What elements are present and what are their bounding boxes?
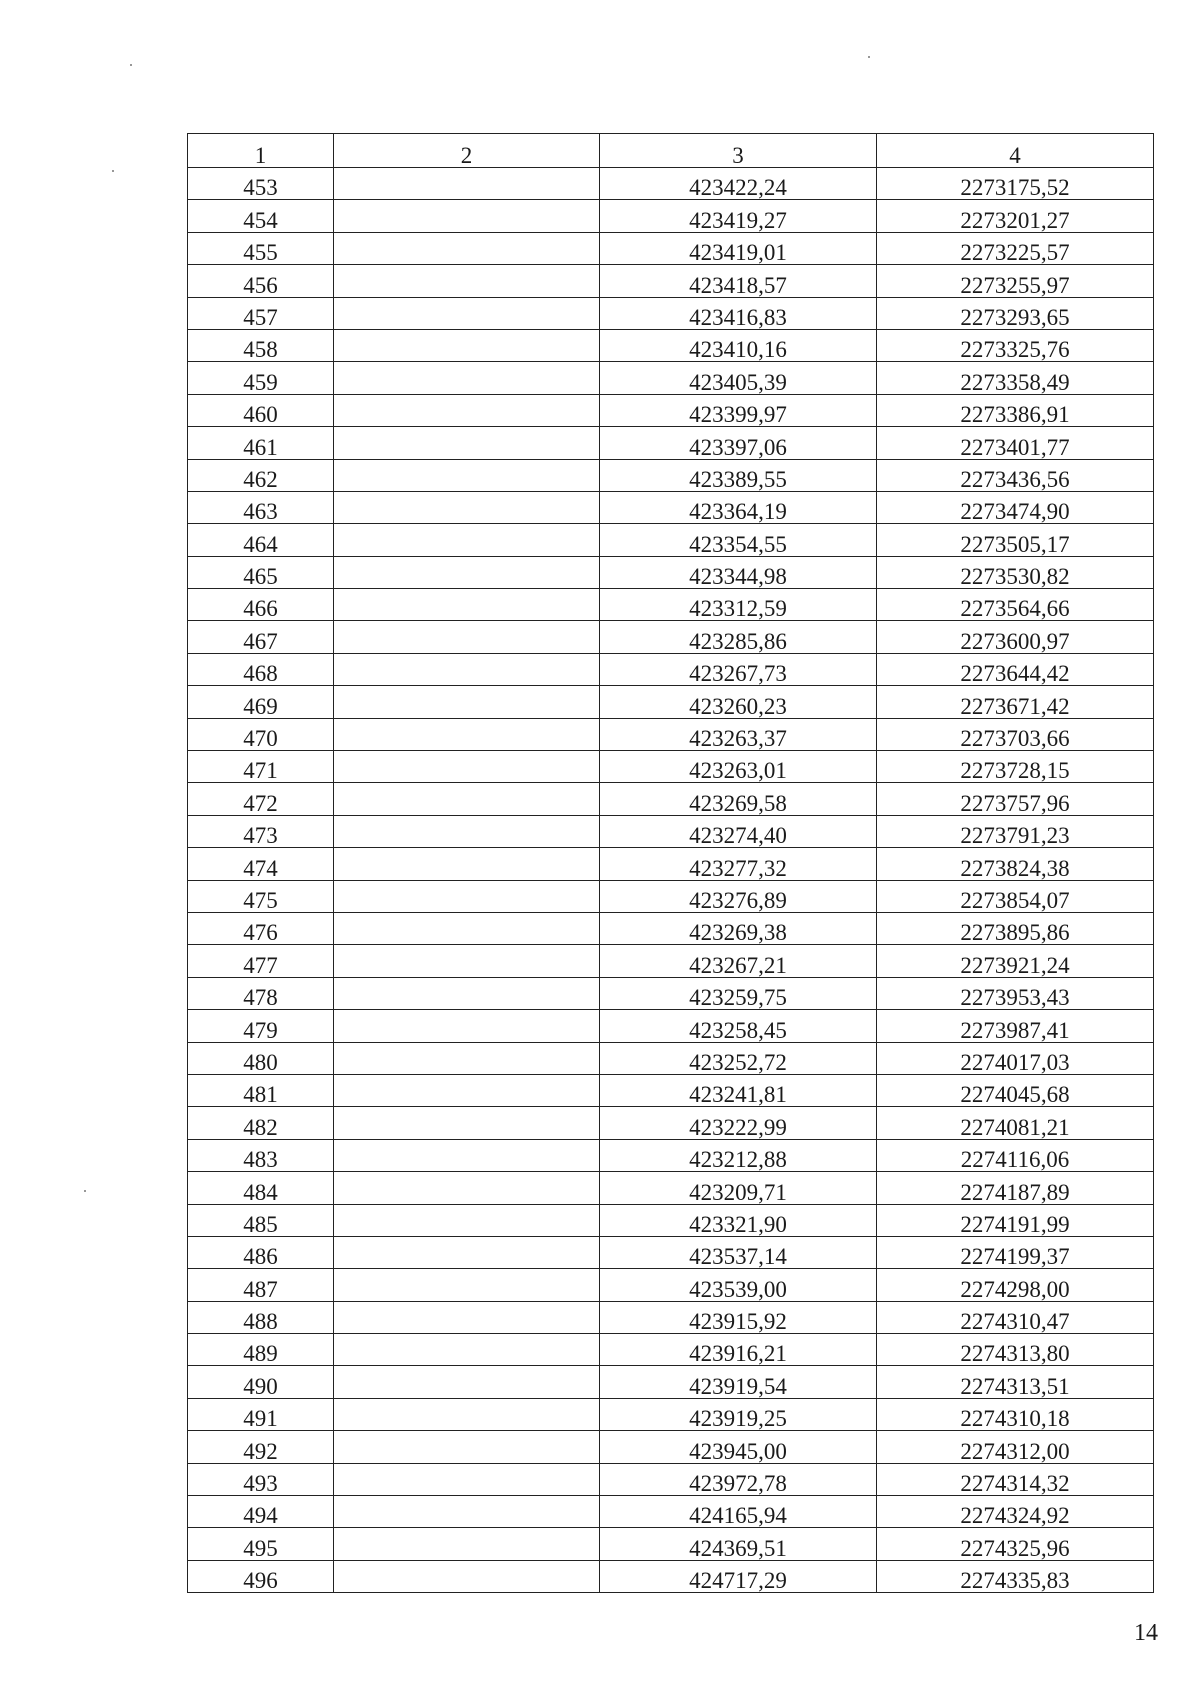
description-cell bbox=[334, 297, 600, 329]
column-header-4: 4 bbox=[877, 134, 1154, 168]
x-coordinate-cell: 423919,25 bbox=[600, 1398, 877, 1430]
x-coordinate-cell: 423321,90 bbox=[600, 1204, 877, 1236]
point-number-cell: 470 bbox=[188, 718, 334, 750]
description-cell bbox=[334, 1204, 600, 1236]
y-coordinate-cell: 2273671,42 bbox=[877, 686, 1154, 718]
x-coordinate-cell: 423344,98 bbox=[600, 556, 877, 588]
point-number-cell: 495 bbox=[188, 1528, 334, 1560]
description-cell bbox=[334, 1074, 600, 1106]
description-cell bbox=[334, 653, 600, 685]
y-coordinate-cell: 2273921,24 bbox=[877, 945, 1154, 977]
table-row bbox=[188, 297, 1154, 329]
table-row bbox=[188, 524, 1154, 556]
table-row bbox=[188, 1528, 1154, 1560]
table-row bbox=[188, 1398, 1154, 1430]
x-coordinate-cell: 423537,14 bbox=[600, 1236, 877, 1268]
x-coordinate-cell: 423258,45 bbox=[600, 1010, 877, 1042]
y-coordinate-cell: 2274081,21 bbox=[877, 1107, 1154, 1139]
point-number-cell: 488 bbox=[188, 1301, 334, 1333]
table-row bbox=[188, 1236, 1154, 1268]
x-coordinate-cell: 423277,32 bbox=[600, 848, 877, 880]
x-coordinate-cell: 424165,94 bbox=[600, 1496, 877, 1528]
y-coordinate-cell: 2273293,65 bbox=[877, 297, 1154, 329]
description-cell bbox=[334, 1528, 600, 1560]
table-row bbox=[188, 394, 1154, 426]
y-coordinate-cell: 2273854,07 bbox=[877, 880, 1154, 912]
description-cell bbox=[334, 977, 600, 1009]
description-cell bbox=[334, 1431, 600, 1463]
y-coordinate-cell: 2273644,42 bbox=[877, 653, 1154, 685]
description-cell bbox=[334, 265, 600, 297]
description-cell bbox=[334, 232, 600, 264]
y-coordinate-cell: 2273600,97 bbox=[877, 621, 1154, 653]
table-row bbox=[188, 232, 1154, 264]
y-coordinate-cell: 2273728,15 bbox=[877, 751, 1154, 783]
x-coordinate-cell: 423263,37 bbox=[600, 718, 877, 750]
x-coordinate-cell: 423241,81 bbox=[600, 1074, 877, 1106]
scan-speck bbox=[84, 1190, 86, 1192]
point-number-cell: 483 bbox=[188, 1139, 334, 1171]
coordinates-table bbox=[187, 133, 1154, 1593]
table-row bbox=[188, 848, 1154, 880]
point-number-cell: 480 bbox=[188, 1042, 334, 1074]
y-coordinate-cell: 2274313,80 bbox=[877, 1334, 1154, 1366]
point-number-cell: 481 bbox=[188, 1074, 334, 1106]
point-number-cell: 487 bbox=[188, 1269, 334, 1301]
description-cell bbox=[334, 621, 600, 653]
x-coordinate-cell: 423269,58 bbox=[600, 783, 877, 815]
point-number-cell: 486 bbox=[188, 1236, 334, 1268]
x-coordinate-cell: 423212,88 bbox=[600, 1139, 877, 1171]
description-cell bbox=[334, 556, 600, 588]
description-cell bbox=[334, 783, 600, 815]
table-row bbox=[188, 168, 1154, 200]
x-coordinate-cell: 423267,73 bbox=[600, 653, 877, 685]
point-number-cell: 464 bbox=[188, 524, 334, 556]
scan-speck bbox=[868, 56, 870, 58]
table-row bbox=[188, 589, 1154, 621]
description-cell bbox=[334, 1334, 600, 1366]
y-coordinate-cell: 2273953,43 bbox=[877, 977, 1154, 1009]
table-row bbox=[188, 1334, 1154, 1366]
description-cell bbox=[334, 168, 600, 200]
point-number-cell: 494 bbox=[188, 1496, 334, 1528]
point-number-cell: 477 bbox=[188, 945, 334, 977]
table-row bbox=[188, 556, 1154, 588]
x-coordinate-cell: 423259,75 bbox=[600, 977, 877, 1009]
x-coordinate-cell: 423416,83 bbox=[600, 297, 877, 329]
y-coordinate-cell: 2274310,18 bbox=[877, 1398, 1154, 1430]
description-cell bbox=[334, 1236, 600, 1268]
table-row bbox=[188, 880, 1154, 912]
point-number-cell: 455 bbox=[188, 232, 334, 264]
column-header-2: 2 bbox=[334, 134, 600, 168]
description-cell bbox=[334, 200, 600, 232]
table-row bbox=[188, 1172, 1154, 1204]
x-coordinate-cell: 423209,71 bbox=[600, 1172, 877, 1204]
point-number-cell: 466 bbox=[188, 589, 334, 621]
description-cell bbox=[334, 1010, 600, 1042]
point-number-cell: 463 bbox=[188, 491, 334, 523]
x-coordinate-cell: 423945,00 bbox=[600, 1431, 877, 1463]
table-row bbox=[188, 977, 1154, 1009]
description-cell bbox=[334, 427, 600, 459]
y-coordinate-cell: 2273703,66 bbox=[877, 718, 1154, 750]
x-coordinate-cell: 423539,00 bbox=[600, 1269, 877, 1301]
description-cell bbox=[334, 1301, 600, 1333]
table-row bbox=[188, 686, 1154, 718]
x-coordinate-cell: 423354,55 bbox=[600, 524, 877, 556]
table-row bbox=[188, 362, 1154, 394]
y-coordinate-cell: 2273225,57 bbox=[877, 232, 1154, 264]
y-coordinate-cell: 2274045,68 bbox=[877, 1074, 1154, 1106]
x-coordinate-cell: 423364,19 bbox=[600, 491, 877, 523]
point-number-cell: 462 bbox=[188, 459, 334, 491]
description-cell bbox=[334, 1107, 600, 1139]
y-coordinate-cell: 2273436,56 bbox=[877, 459, 1154, 491]
table-row bbox=[188, 621, 1154, 653]
description-cell bbox=[334, 848, 600, 880]
y-coordinate-cell: 2273791,23 bbox=[877, 815, 1154, 847]
y-coordinate-cell: 2274191,99 bbox=[877, 1204, 1154, 1236]
description-cell bbox=[334, 880, 600, 912]
table-row bbox=[188, 265, 1154, 297]
description-cell bbox=[334, 1172, 600, 1204]
point-number-cell: 458 bbox=[188, 329, 334, 361]
y-coordinate-cell: 2273255,97 bbox=[877, 265, 1154, 297]
x-coordinate-cell: 423419,27 bbox=[600, 200, 877, 232]
table-row bbox=[188, 1463, 1154, 1495]
point-number-cell: 474 bbox=[188, 848, 334, 880]
point-number-cell: 469 bbox=[188, 686, 334, 718]
y-coordinate-cell: 2274187,89 bbox=[877, 1172, 1154, 1204]
table-row bbox=[188, 718, 1154, 750]
y-coordinate-cell: 2274314,32 bbox=[877, 1463, 1154, 1495]
y-coordinate-cell: 2274298,00 bbox=[877, 1269, 1154, 1301]
point-number-cell: 484 bbox=[188, 1172, 334, 1204]
table-row bbox=[188, 1366, 1154, 1398]
description-cell bbox=[334, 945, 600, 977]
point-number-cell: 460 bbox=[188, 394, 334, 426]
description-cell bbox=[334, 589, 600, 621]
x-coordinate-cell: 423419,01 bbox=[600, 232, 877, 264]
point-number-cell: 471 bbox=[188, 751, 334, 783]
y-coordinate-cell: 2273564,66 bbox=[877, 589, 1154, 621]
table-row bbox=[188, 1042, 1154, 1074]
x-coordinate-cell: 423972,78 bbox=[600, 1463, 877, 1495]
x-coordinate-cell: 423919,54 bbox=[600, 1366, 877, 1398]
description-cell bbox=[334, 815, 600, 847]
description-cell bbox=[334, 1139, 600, 1171]
x-coordinate-cell: 423269,38 bbox=[600, 912, 877, 944]
point-number-cell: 456 bbox=[188, 265, 334, 297]
y-coordinate-cell: 2273401,77 bbox=[877, 427, 1154, 459]
y-coordinate-cell: 2274325,96 bbox=[877, 1528, 1154, 1560]
table-row bbox=[188, 653, 1154, 685]
table-row bbox=[188, 1301, 1154, 1333]
point-number-cell: 492 bbox=[188, 1431, 334, 1463]
table-row bbox=[188, 1496, 1154, 1528]
point-number-cell: 457 bbox=[188, 297, 334, 329]
table-row bbox=[188, 1074, 1154, 1106]
table-row bbox=[188, 459, 1154, 491]
y-coordinate-cell: 2274335,83 bbox=[877, 1560, 1154, 1592]
y-coordinate-cell: 2273757,96 bbox=[877, 783, 1154, 815]
point-number-cell: 493 bbox=[188, 1463, 334, 1495]
point-number-cell: 478 bbox=[188, 977, 334, 1009]
y-coordinate-cell: 2273505,17 bbox=[877, 524, 1154, 556]
point-number-cell: 461 bbox=[188, 427, 334, 459]
x-coordinate-cell: 424369,51 bbox=[600, 1528, 877, 1560]
description-cell bbox=[334, 524, 600, 556]
x-coordinate-cell: 423222,99 bbox=[600, 1107, 877, 1139]
description-cell bbox=[334, 1042, 600, 1074]
x-coordinate-cell: 423263,01 bbox=[600, 751, 877, 783]
x-coordinate-cell: 423916,21 bbox=[600, 1334, 877, 1366]
point-number-cell: 467 bbox=[188, 621, 334, 653]
description-cell bbox=[334, 394, 600, 426]
x-coordinate-cell: 423405,39 bbox=[600, 362, 877, 394]
point-number-cell: 485 bbox=[188, 1204, 334, 1236]
table-row bbox=[188, 200, 1154, 232]
y-coordinate-cell: 2274324,92 bbox=[877, 1496, 1154, 1528]
description-cell bbox=[334, 718, 600, 750]
table-row bbox=[188, 945, 1154, 977]
point-number-cell: 454 bbox=[188, 200, 334, 232]
description-cell bbox=[334, 362, 600, 394]
y-coordinate-cell: 2274017,03 bbox=[877, 1042, 1154, 1074]
description-cell bbox=[334, 751, 600, 783]
description-cell bbox=[334, 459, 600, 491]
table-row bbox=[188, 1139, 1154, 1171]
description-cell bbox=[334, 329, 600, 361]
y-coordinate-cell: 2273474,90 bbox=[877, 491, 1154, 523]
table-row bbox=[188, 1204, 1154, 1236]
table-row bbox=[188, 1269, 1154, 1301]
table-header-row bbox=[188, 134, 1154, 168]
x-coordinate-cell: 423397,06 bbox=[600, 427, 877, 459]
x-coordinate-cell: 423915,92 bbox=[600, 1301, 877, 1333]
column-header-3: 3 bbox=[600, 134, 877, 168]
point-number-cell: 453 bbox=[188, 168, 334, 200]
y-coordinate-cell: 2273201,27 bbox=[877, 200, 1154, 232]
description-cell bbox=[334, 1560, 600, 1592]
table-row bbox=[188, 491, 1154, 523]
point-number-cell: 479 bbox=[188, 1010, 334, 1042]
description-cell bbox=[334, 1366, 600, 1398]
x-coordinate-cell: 423267,21 bbox=[600, 945, 877, 977]
point-number-cell: 476 bbox=[188, 912, 334, 944]
description-cell bbox=[334, 1496, 600, 1528]
point-number-cell: 472 bbox=[188, 783, 334, 815]
y-coordinate-cell: 2274199,37 bbox=[877, 1236, 1154, 1268]
point-number-cell: 489 bbox=[188, 1334, 334, 1366]
table-row bbox=[188, 329, 1154, 361]
x-coordinate-cell: 423410,16 bbox=[600, 329, 877, 361]
description-cell bbox=[334, 1463, 600, 1495]
y-coordinate-cell: 2273386,91 bbox=[877, 394, 1154, 426]
point-number-cell: 468 bbox=[188, 653, 334, 685]
table-body bbox=[188, 168, 1154, 1593]
y-coordinate-cell: 2274310,47 bbox=[877, 1301, 1154, 1333]
y-coordinate-cell: 2274116,06 bbox=[877, 1139, 1154, 1171]
scan-speck bbox=[112, 170, 114, 172]
description-cell bbox=[334, 1269, 600, 1301]
x-coordinate-cell: 423422,24 bbox=[600, 168, 877, 200]
x-coordinate-cell: 423276,89 bbox=[600, 880, 877, 912]
point-number-cell: 491 bbox=[188, 1398, 334, 1430]
x-coordinate-cell: 423389,55 bbox=[600, 459, 877, 491]
table-row bbox=[188, 1107, 1154, 1139]
table-row bbox=[188, 1560, 1154, 1592]
description-cell bbox=[334, 912, 600, 944]
x-coordinate-cell: 423418,57 bbox=[600, 265, 877, 297]
column-header-1: 1 bbox=[188, 134, 334, 168]
point-number-cell: 496 bbox=[188, 1560, 334, 1592]
description-cell bbox=[334, 686, 600, 718]
table-row bbox=[188, 1010, 1154, 1042]
point-number-cell: 475 bbox=[188, 880, 334, 912]
point-number-cell: 482 bbox=[188, 1107, 334, 1139]
table-row bbox=[188, 427, 1154, 459]
y-coordinate-cell: 2273895,86 bbox=[877, 912, 1154, 944]
point-number-cell: 473 bbox=[188, 815, 334, 847]
table-row bbox=[188, 815, 1154, 847]
y-coordinate-cell: 2273824,38 bbox=[877, 848, 1154, 880]
table-row bbox=[188, 1431, 1154, 1463]
x-coordinate-cell: 423274,40 bbox=[600, 815, 877, 847]
x-coordinate-cell: 423312,59 bbox=[600, 589, 877, 621]
x-coordinate-cell: 423260,23 bbox=[600, 686, 877, 718]
y-coordinate-cell: 2274312,00 bbox=[877, 1431, 1154, 1463]
x-coordinate-cell: 423252,72 bbox=[600, 1042, 877, 1074]
point-number-cell: 459 bbox=[188, 362, 334, 394]
table-row bbox=[188, 912, 1154, 944]
table-row bbox=[188, 751, 1154, 783]
point-number-cell: 490 bbox=[188, 1366, 334, 1398]
y-coordinate-cell: 2273325,76 bbox=[877, 329, 1154, 361]
table-row bbox=[188, 783, 1154, 815]
y-coordinate-cell: 2273987,41 bbox=[877, 1010, 1154, 1042]
description-cell bbox=[334, 1398, 600, 1430]
x-coordinate-cell: 423399,97 bbox=[600, 394, 877, 426]
scan-speck bbox=[130, 64, 132, 66]
description-cell bbox=[334, 491, 600, 523]
y-coordinate-cell: 2274313,51 bbox=[877, 1366, 1154, 1398]
page-number: 14 bbox=[1134, 1620, 1158, 1646]
point-number-cell: 465 bbox=[188, 556, 334, 588]
y-coordinate-cell: 2273358,49 bbox=[877, 362, 1154, 394]
y-coordinate-cell: 2273175,52 bbox=[877, 168, 1154, 200]
x-coordinate-cell: 423285,86 bbox=[600, 621, 877, 653]
y-coordinate-cell: 2273530,82 bbox=[877, 556, 1154, 588]
x-coordinate-cell: 424717,29 bbox=[600, 1560, 877, 1592]
